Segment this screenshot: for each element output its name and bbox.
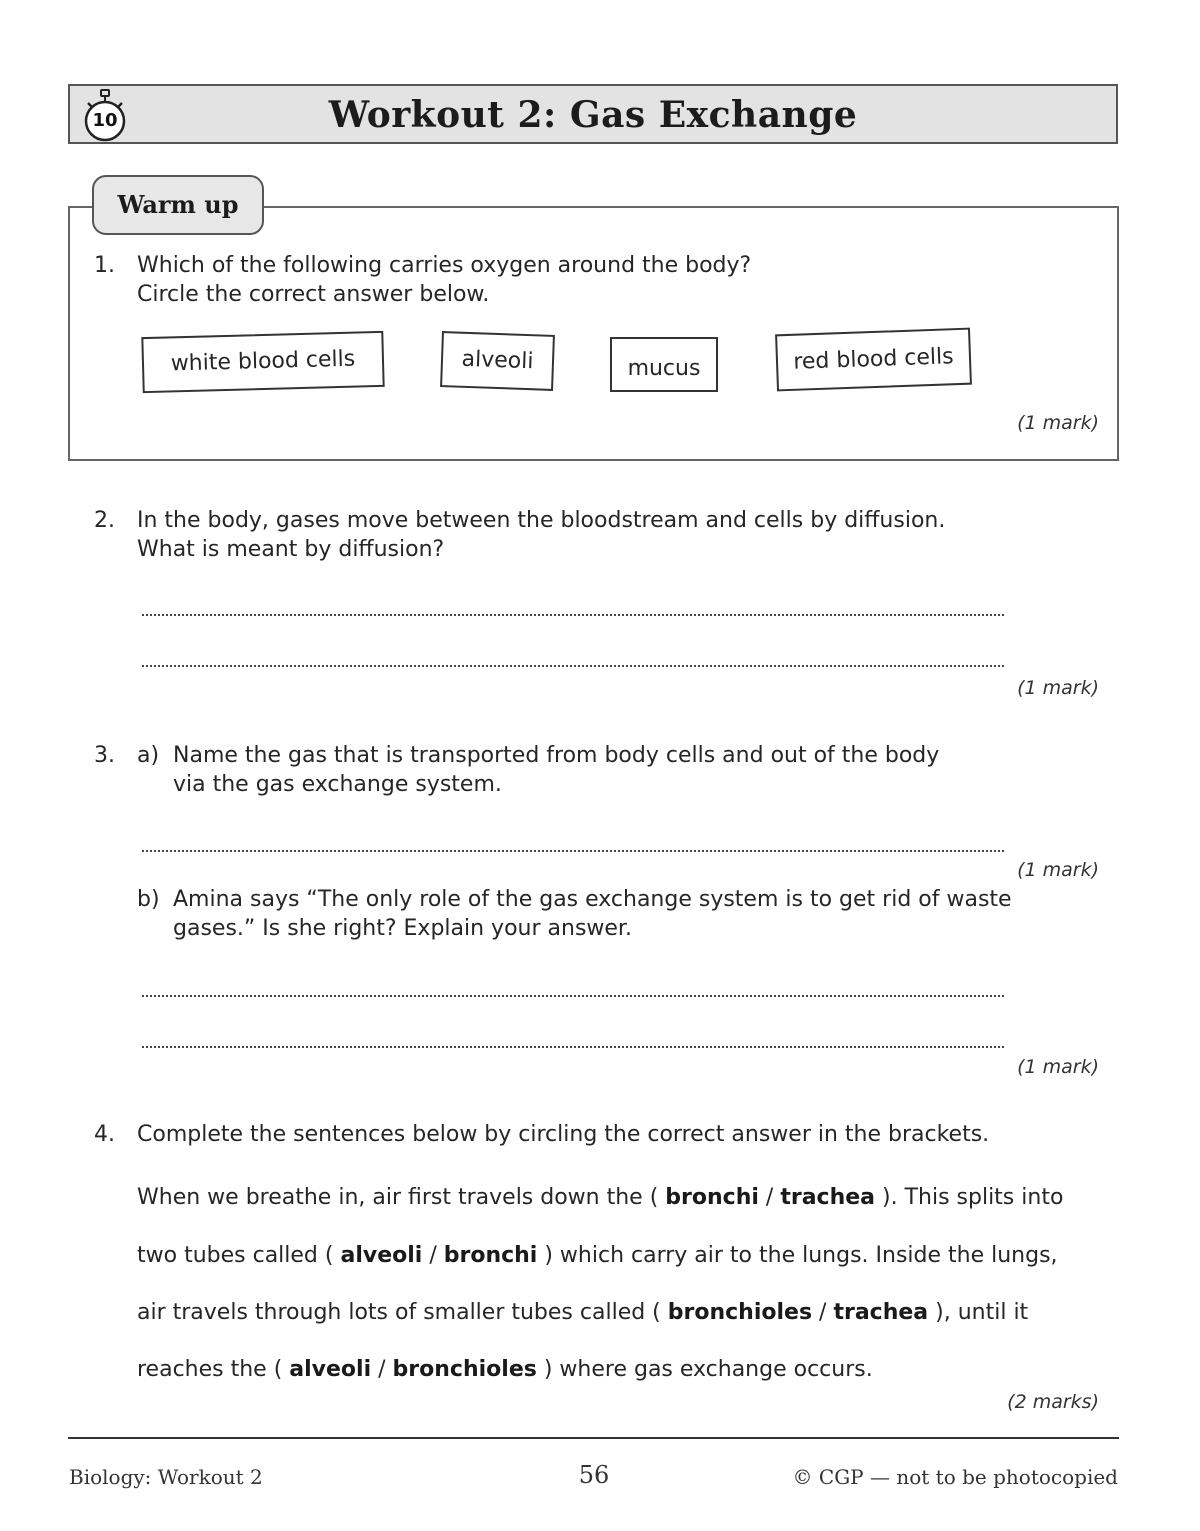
answer-line[interactable] <box>142 1046 1004 1048</box>
question-text: Name the gas that is transported from body cells and out of the body <box>173 743 940 768</box>
choice-alveoli[interactable]: alveoli <box>340 1243 423 1268</box>
page-title: Workout 2: Gas Exchange <box>328 94 858 136</box>
question-text: gases.” Is she right? Explain your answer. <box>173 916 632 941</box>
answer-line[interactable] <box>142 995 1004 997</box>
page-number: 56 <box>578 1461 610 1489</box>
subquestion-label: b) <box>137 887 160 912</box>
marks-label: (1 mark) <box>1017 412 1099 434</box>
marks-label: (1 mark) <box>1017 859 1099 881</box>
sentence-line <box>137 1355 873 1384</box>
footer-subject: Biology: Workout 2 <box>69 1465 263 1489</box>
question-text: What is meant by diffusion? <box>137 537 445 562</box>
sentence-text: ) where gas exchange occurs. <box>536 1357 873 1382</box>
sentence-text: two tubes called ( <box>137 1243 341 1268</box>
footer-copyright: © CGP — not to be photocopied <box>792 1465 1118 1489</box>
question-number: 2. <box>94 508 115 533</box>
marks-label: (2 marks) <box>1007 1391 1099 1413</box>
question-number: 1. <box>94 253 115 278</box>
question-text: Which of the following carries oxygen around the body? <box>137 253 752 278</box>
question-text: via the gas exchange system. <box>173 772 502 797</box>
footer-divider <box>68 1437 1119 1439</box>
sentence-text: reaches the ( <box>137 1357 290 1382</box>
sentence-text: ), until it <box>928 1300 1029 1325</box>
sentence-text: ). This splits into <box>875 1185 1064 1210</box>
option-alveoli[interactable]: alveoli <box>440 331 555 391</box>
warmup-tab <box>92 175 264 235</box>
question-text: Amina says “The only role of the gas exchange system is to get rid of waste <box>173 887 1012 912</box>
choice-bronchioles[interactable]: bronchioles <box>667 1300 813 1325</box>
sentence-line <box>137 1298 1028 1327</box>
answer-line[interactable] <box>142 614 1004 616</box>
option-mucus[interactable]: mucus <box>610 337 718 392</box>
choice-trachea[interactable]: trachea <box>780 1185 876 1210</box>
question-text: In the body, gases move between the bloodstream and cells by diffusion. <box>137 508 946 533</box>
question-number: 3. <box>94 743 115 768</box>
choice-bronchioles[interactable]: bronchioles <box>392 1357 537 1382</box>
sentence-text: air travels through lots of smaller tubes called ( <box>137 1300 668 1325</box>
timer-minutes: 10 <box>92 110 118 131</box>
sentence-line <box>137 1241 1058 1270</box>
marks-label: (1 mark) <box>1017 677 1099 699</box>
subquestion-label: a) <box>137 743 160 768</box>
option-red-blood-cells[interactable]: red blood cells <box>775 328 972 392</box>
separator: / <box>812 1300 834 1325</box>
choice-alveoli[interactable]: alveoli <box>289 1357 372 1382</box>
choice-trachea[interactable]: trachea <box>833 1300 929 1325</box>
sentence-line <box>137 1183 1063 1212</box>
question-text: Complete the sentences below by circling the correct answer in the brackets. <box>137 1122 990 1147</box>
choice-bronchi[interactable]: bronchi <box>665 1185 759 1210</box>
sentence-text: When we breathe in, air first travels down the ( <box>137 1185 666 1210</box>
separator: / <box>758 1185 781 1210</box>
separator: / <box>371 1357 393 1382</box>
sentence-text: ) which carry air to the lungs. Inside the lungs, <box>537 1243 1058 1268</box>
marks-label: (1 mark) <box>1017 1056 1099 1078</box>
option-white-blood-cells[interactable]: white blood cells <box>141 331 384 393</box>
warmup-label: Warm up <box>117 190 239 219</box>
question-text: Circle the correct answer below. <box>137 282 490 307</box>
separator: / <box>422 1243 444 1268</box>
title-bar <box>68 84 1118 144</box>
choice-bronchi[interactable]: bronchi <box>443 1243 538 1268</box>
answer-line[interactable] <box>142 850 1004 852</box>
answer-line[interactable] <box>142 665 1004 667</box>
question-number: 4. <box>94 1122 115 1147</box>
